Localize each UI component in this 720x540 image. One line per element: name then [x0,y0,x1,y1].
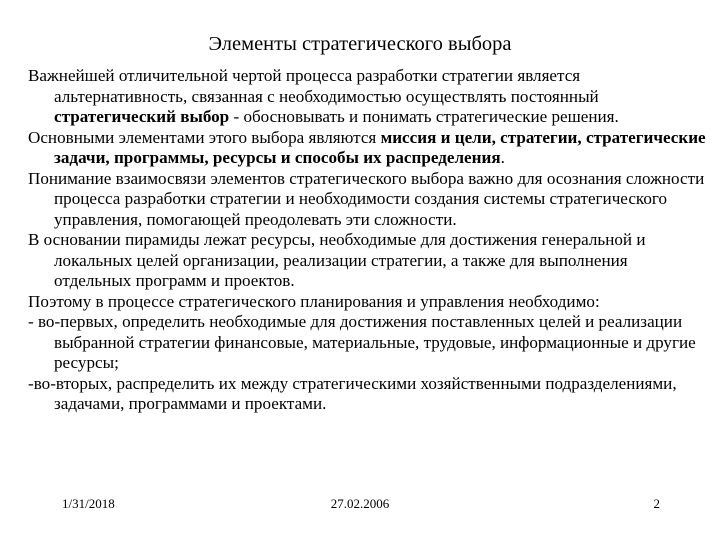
text-run: Важнейшей отличительной чертой процесса разработки стратегии является альтернативность, связанная с необходимостью осуществлять постоянный [28,66,599,106]
text-run: В основании пирамиды лежат ресурсы, необходимые для достижения генеральной и локальных целей организации, реализации стратегии, а также для выполнения отдельных программ и проектов. [28,230,646,290]
paragraph-main-elements [28,128,708,169]
slide-body [28,66,708,415]
text-run-bold: миссия и цели, стратегии, стратегические задачи, программы, ресурсы и способы их распределения [54,127,706,167]
footer-date-center: 27.02.2006 [330,496,390,511]
paragraph-therefore [28,292,708,313]
paragraph-first [28,312,708,374]
text-run: . [500,148,505,167]
text-run-bold: стратегический выбор [54,107,230,126]
text-run: Понимание взаимосвязи элементов стратегического выбора важно для осознания сложности процесса разработки стратегии и необходимости создания системы стратегического управления, помогающей преодолевать эти сложности. [28,168,705,229]
slide-title: Элементы стратегического выбора [208,33,512,55]
text-run: - обосновывать и понимать стратегические решения. [229,107,619,126]
paragraph-second [28,374,708,415]
footer-page-number: 2 [653,496,660,511]
text-run: -во-вторых, распределить их между стратегическими хозяйственными подразделениями, задачами, программами и проектами. [28,373,677,413]
paragraph-pyramid-base [28,230,708,292]
text-run: Поэтому в процессе стратегического планирования и управления необходимо: [28,291,600,311]
text-run: - во-первых, определить необходимые для достижения поставленных целей и реализации выбранной стратегии финансовые, материальные, трудовые, информационные и другие ресурсы; [28,312,696,372]
paragraph-strategic-choice [28,66,708,128]
paragraph-understanding [28,169,708,231]
text-run: Основными элементами этого выбора являются [28,127,381,147]
footer-date-left: 1/31/2018 [62,496,115,511]
